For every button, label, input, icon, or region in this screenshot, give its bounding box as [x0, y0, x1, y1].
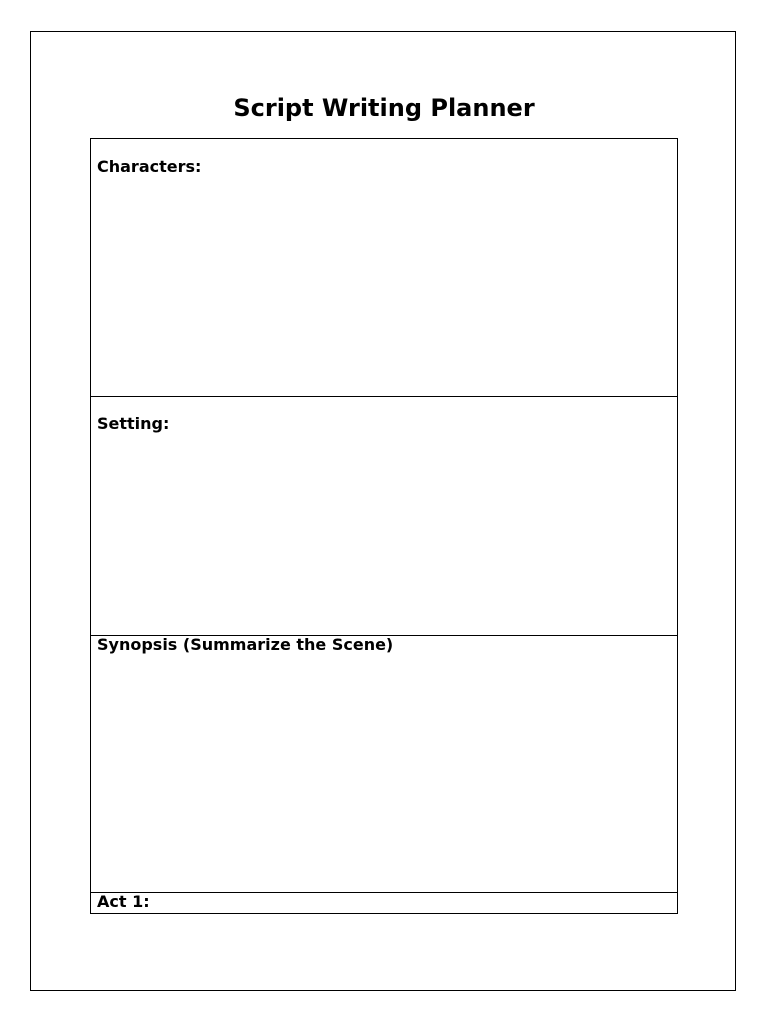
characters-label: Characters:	[97, 157, 202, 176]
synopsis-label: Synopsis (Summarize the Scene)	[97, 635, 394, 654]
planner-table	[90, 138, 678, 914]
act-1-section[interactable]	[91, 892, 677, 913]
characters-section[interactable]	[91, 139, 677, 397]
page-title: Script Writing Planner	[233, 94, 535, 122]
setting-label: Setting:	[97, 414, 170, 433]
act-1-label: Act 1:	[97, 892, 150, 911]
setting-section[interactable]	[91, 396, 677, 636]
synopsis-section[interactable]	[91, 635, 677, 893]
